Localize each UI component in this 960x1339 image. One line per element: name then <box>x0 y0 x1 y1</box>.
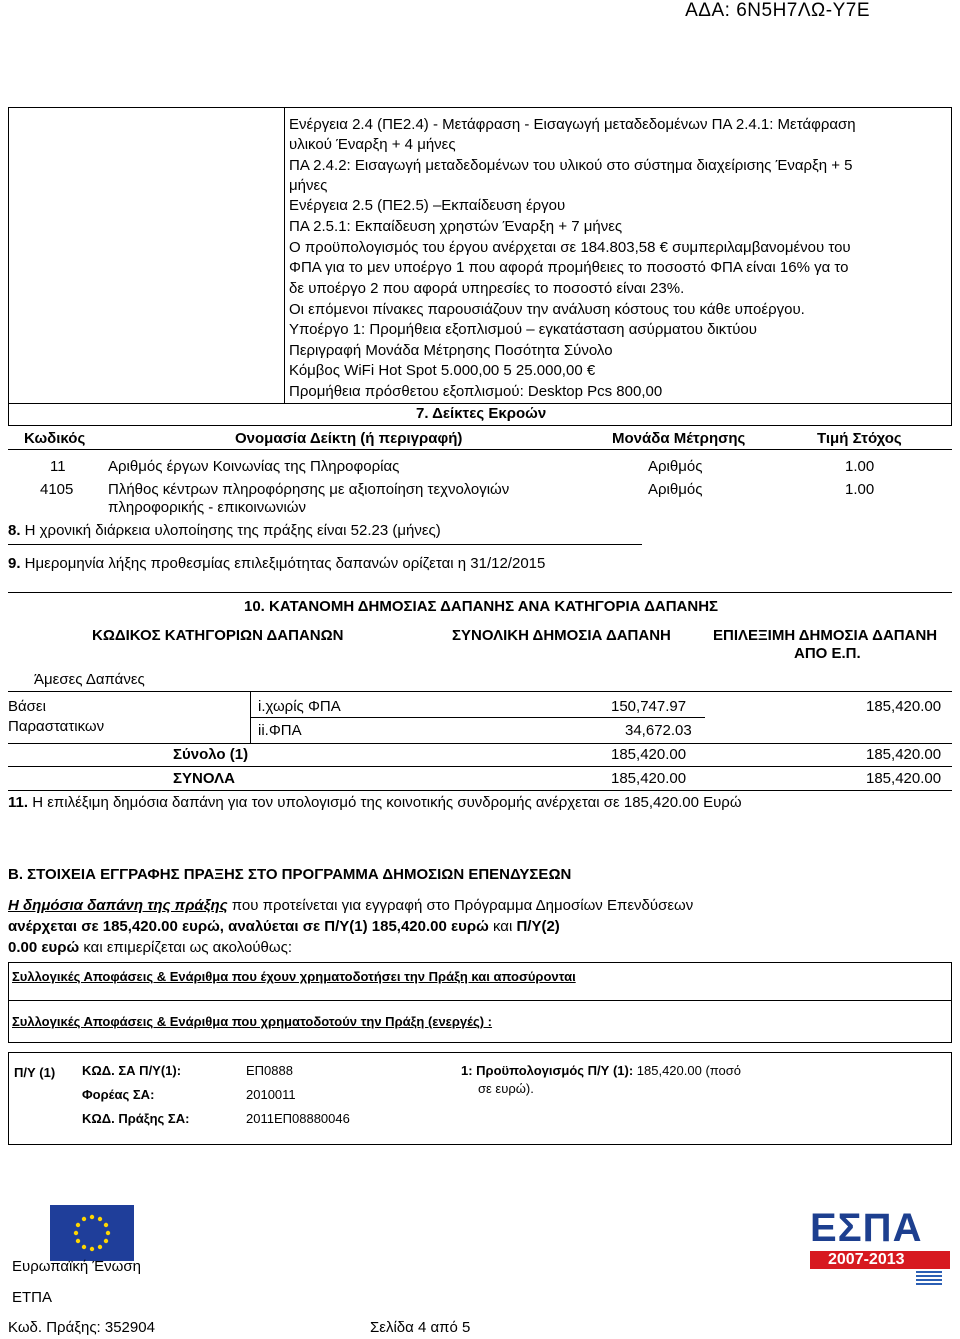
indicator-name: Πλήθος κέντρων πληροφόρησης με αξιοποίηση τεχνολογιών <box>108 481 510 498</box>
section-b-paragraph: Η δημόσια δαπάνη της πράξης που προτείνεται για εγγραφή στο Πρόγραμμα Δημοσίων Επενδύσεων <box>8 897 694 914</box>
vat-total: 34,672.03 <box>625 722 692 739</box>
divider <box>250 717 705 718</box>
indicator-target: 1.00 <box>845 458 875 475</box>
espa-logo <box>808 1207 954 1287</box>
divider <box>8 592 952 593</box>
project-text-line: Κόμβος WiFi Hot Spot 5.000,00 5 25.000,00 € <box>289 362 596 379</box>
project-text-line: μήνες <box>289 177 328 194</box>
project-text-line: Ενέργεια 2.5 (ΠΕ2.5) –Εκπαίδευση έργου <box>289 197 566 214</box>
grand-total: 185,420.00 <box>611 770 687 787</box>
indicator-code: 11 <box>50 458 66 475</box>
indicators-header-unit: Μονάδα Μέτρησης <box>612 430 746 447</box>
ada-code: ΑΔΑ: 6Ν5Η7ΛΩ-Υ7Ε <box>685 0 870 21</box>
py-label: Π/Υ (1) <box>14 1065 56 1080</box>
eu-flag-icon <box>50 1205 134 1261</box>
espa-logo-text: ΕΣΠΑ <box>810 1206 923 1250</box>
indicator-name-cont: πληροφορικής - επικοινωνιών <box>108 499 307 516</box>
espa-fund-label: ΕΤΠΑ <box>12 1289 53 1306</box>
section-b-paragraph-3: 0.00 ευρώ και επιμερίζεται ως ακολούθως: <box>8 939 292 956</box>
frame-left <box>8 107 9 425</box>
novat-total: 150,747.97 <box>611 698 687 715</box>
divider <box>8 790 952 791</box>
footer-code: Κωδ. Πράξης: 352904 <box>8 1319 155 1336</box>
indicators-header-name: Ονομασία Δείκτη (ή περιγραφή) <box>235 430 463 447</box>
subtotal-label: Σύνολο (1) <box>173 746 249 763</box>
divider <box>8 691 952 692</box>
subtotal-eligible: 185,420.00 <box>866 746 942 763</box>
divider-v <box>951 1052 952 1144</box>
divider <box>8 743 952 744</box>
project-text-line: Ενέργεια 2.4 (ΠΕ2.4) - Μετάφραση - Εισαγωγή μεταδεδομένων ΠΑ 2.4.1: Μετάφραση <box>289 116 856 133</box>
sa-label: ΚΩΔ. ΣΑ Π/Υ(1): <box>82 1063 182 1078</box>
decisions-withdrawn: Συλλογικές Αποφάσεις & Ενάριθμα που έχουν χρηματοδοτήσει την Πράξη και αποσύρονται <box>12 969 576 984</box>
allocation-title: 10. ΚΑΤΑΝΟΜΗ ΔΗΜΟΣΙΑΣ ΔΑΠΑΝΗΣ ΑΝΑ ΚΑΤΗΓΟΡΙΑ ΔΑΠΑΝΗΣ <box>244 598 719 615</box>
divider-v <box>8 1052 9 1144</box>
decisions-active: Συλλογικές Αποφάσεις & Ενάριθμα που χρηματοδοτούν την Πράξη (ενεργές) : <box>12 1014 493 1029</box>
indicators-title: 7. Δείκτες Εκροών <box>416 405 547 422</box>
frame-right <box>951 107 952 425</box>
duration-line: 8. Η χρονική διάρκεια υλοποίησης της πράξης είναι 52.23 (μήνες) <box>8 522 441 539</box>
foreas-value: 2010011 <box>246 1087 296 1102</box>
project-text-line: Περιγραφή Μονάδα Μέτρησης Ποσότητα Σύνολο <box>289 342 613 359</box>
project-text-line: Προμήθεια πρόσθετου εξοπλισμού: Desktop Pcs 800,00 <box>289 383 663 400</box>
divider <box>8 962 952 963</box>
grand-eligible: 185,420.00 <box>866 770 942 787</box>
praxis-value: 2011ΕΠ08880046 <box>246 1111 350 1126</box>
grand-total-label: ΣΥΝΟΛΑ <box>173 770 235 787</box>
praxis-label: ΚΩΔ. Πράξης ΣΑ: <box>82 1111 190 1126</box>
divider <box>8 425 952 426</box>
divider <box>8 1042 952 1043</box>
project-text-line: ΠΑ 2.4.2: Εισαγωγή μεταδεδομένων του υλικού στο σύστημα διαχείρισης Έναρξη + 5 <box>289 157 853 174</box>
project-text-line: ΦΠΑ για το μεν υποέργο 1 που αφορά προμήθειες το ποσοστό ΦΠΑ είναι 16% γα το <box>289 259 849 276</box>
section-b-title: Β. ΣΤΟΙΧΕΙΑ ΕΓΓΡΑΦΗΣ ΠΡΑΞΗΣ ΣΤΟ ΠΡΟΓΡΑΜΜΑ ΔΗΜΟΣΙΩΝ ΕΠΕΝΔΥΣΕΩΝ <box>8 866 572 883</box>
project-text-line: Υποέργο 1: Προμήθεια εξοπλισμού – εγκατάσταση ασύρματου δικτύου <box>289 321 757 338</box>
footer-page: Σελίδα 4 από 5 <box>370 1319 471 1336</box>
indicator-name: Αριθμός έργων Κοινωνίας της Πληροφορίας <box>108 458 400 475</box>
base-label: Βάσει <box>8 698 46 715</box>
project-text-line: Οι επόμενοι πίνακες παρουσιάζουν την ανάλυση κόστους του κάθε υποέργου. <box>289 301 805 318</box>
frame-inner <box>284 107 285 403</box>
subtotal-total: 185,420.00 <box>611 746 687 763</box>
indicator-unit: Αριθμός <box>648 458 703 475</box>
sa-value: ΕΠ0888 <box>246 1063 293 1078</box>
indicator-target: 1.00 <box>845 481 875 498</box>
project-text-line: υλικού Έναρξη + 4 μήνες <box>289 136 456 153</box>
project-text-line: ΠΑ 2.5.1: Εκπαίδευση χρηστών Έναρξη + 7 μήνες <box>289 218 623 235</box>
indicator-code: 4105 <box>40 481 74 498</box>
project-text-line: δε υποέργο 2 που αφορά υπηρεσίες το ποσοστό είναι 23%. <box>289 280 685 297</box>
divider <box>8 544 642 545</box>
indicators-header-code: Κωδικός <box>24 430 86 447</box>
vat-label: ii.ΦΠΑ <box>258 722 302 739</box>
project-text-line: Ο προϋπολογισμός του έργου ανέρχεται σε 184.803,58 € συμπεριλαμβανομένου του <box>289 239 851 256</box>
deadline-line: 9. Ημερομηνία λήξης προθεσμίας επιλεξιμότητας δαπανών ορίζεται η 31/12/2015 <box>8 555 546 572</box>
allocation-col-total: ΣΥΝΟΛΙΚΗ ΔΗΜΟΣΙΑ ΔΑΠΑΝΗ <box>452 627 671 644</box>
eu-label: Ευρωπαϊκή Ένωση <box>12 1258 141 1275</box>
frame-top <box>8 107 952 108</box>
divider <box>8 403 952 404</box>
divider <box>8 1144 952 1145</box>
divider-v <box>8 962 9 1042</box>
divider <box>8 766 952 767</box>
novat-eligible: 185,420.00 <box>866 698 942 715</box>
indicators-header-target: Τιμή Στόχος <box>817 430 902 447</box>
section-b-paragraph-2: ανέρχεται σε 185,420.00 ευρώ, αναλύεται σε Π/Υ(1) 185,420.00 ευρώ και Π/Υ(2) <box>8 918 560 935</box>
divider-v <box>951 962 952 1042</box>
direct-costs-label: Άμεσες Δαπάνες <box>34 671 145 688</box>
allocation-col-code: ΚΩΔΙΚΟΣ ΚΑΤΗΓΟΡΙΩΝ ΔΑΠΑΝΩΝ <box>92 627 344 644</box>
indicator-unit: Αριθμός <box>648 481 703 498</box>
novat-label: i.χωρίς ΦΠΑ <box>258 698 341 715</box>
budget-line: 1: Προϋπολογισμός Π/Υ (1): 185,420.00 (ποσό <box>461 1063 742 1078</box>
eligible-note: 11. Η επιλέξιμη δημόσια δαπάνη για τον υπολογισμό της κοινοτικής συνδρομής ανέρχεται σε 185,420.00 Ευρώ <box>8 794 742 811</box>
base-label-2: Παραστατικων <box>8 718 105 735</box>
divider <box>8 1000 952 1001</box>
allocation-col-eligible: ΕΠΙΛΕΞΙΜΗ ΔΗΜΟΣΙΑ ΔΑΠΑΝΗ <box>713 627 938 644</box>
allocation-col-eligible-2: ΑΠΟ Ε.Π. <box>794 645 861 662</box>
espa-logo-years: 2007-2013 <box>828 1251 905 1268</box>
divider <box>8 1052 952 1053</box>
greek-flag-icon <box>916 1271 942 1287</box>
divider <box>8 449 952 450</box>
foreas-label: Φορέας ΣΑ: <box>82 1087 155 1102</box>
budget-line-2: σε ευρώ). <box>478 1081 534 1096</box>
